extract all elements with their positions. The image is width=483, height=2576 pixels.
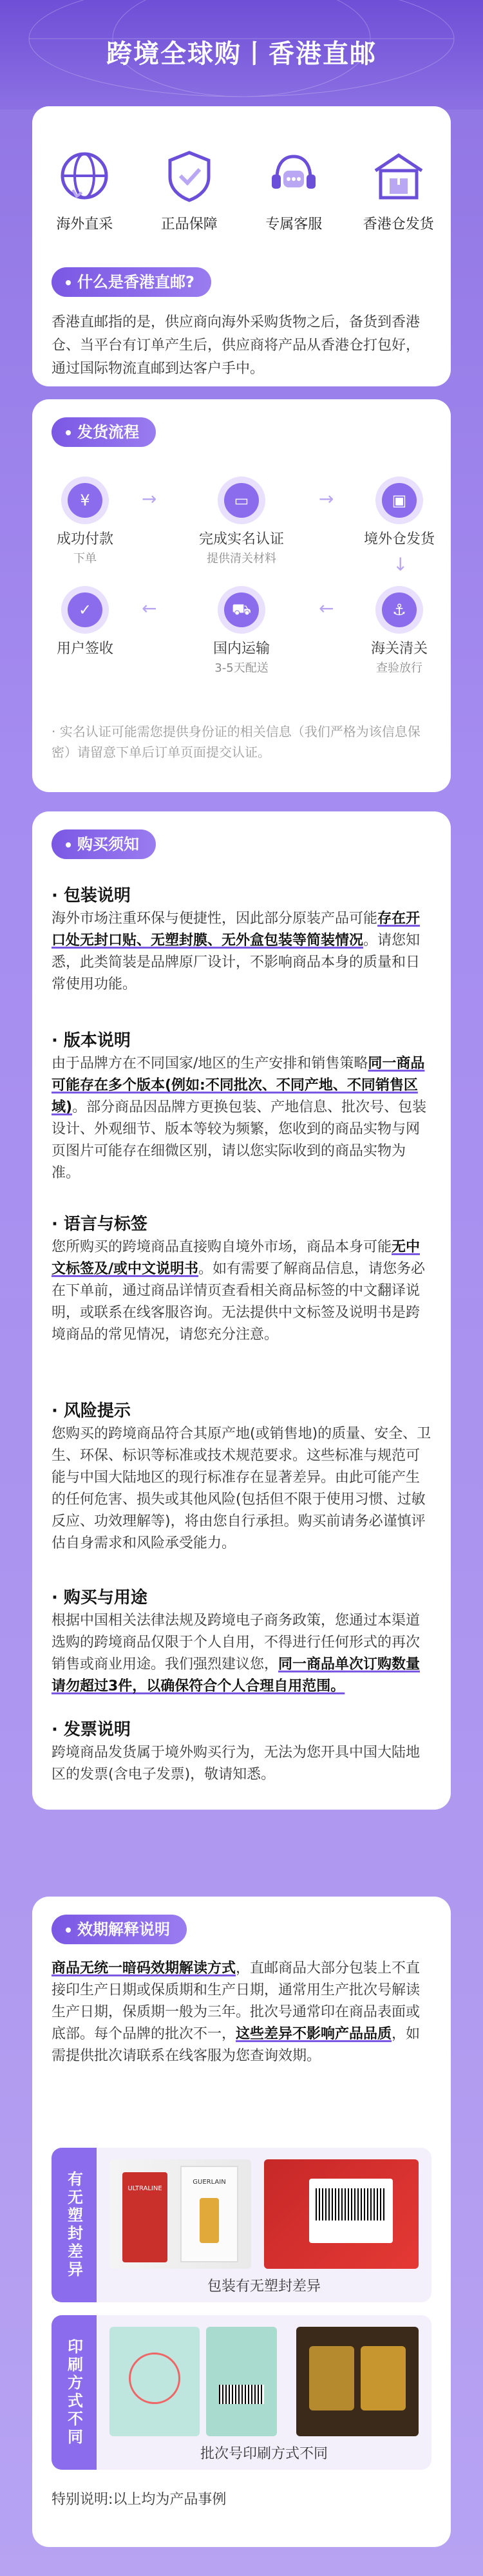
step-customs	[354, 592, 444, 676]
example-side-label: 印刷方式不同	[52, 2315, 97, 2470]
step-verify	[180, 483, 303, 566]
product-photo-box	[264, 2159, 419, 2269]
shield-check-icon	[158, 145, 220, 207]
example-caption: 包装有无塑封差异	[207, 2278, 321, 2295]
notice-title-text: 购买须知	[77, 835, 139, 853]
feature-label: 香港仓发货	[363, 216, 434, 232]
arrow-right-icon: →	[319, 488, 334, 509]
example-shrinkwrap	[52, 2148, 431, 2302]
version-text: 由于品牌方在不同国家/地区的生产安排和销售策略同一商品可能存在多个版本(例如:不同批次、不同产地、不同销售区域)。部分商品因品牌方更换包装、产地信息、批次号、包装设计、外观细节、版本等较为频繁，您收到的商品实物与网页图片可能存在细微区别，请以您实际收到的商品实物为准。	[52, 1056, 427, 1181]
example-caption: 批次号印刷方式不同	[200, 2446, 328, 2462]
version-heading: · 版本说明	[52, 1031, 131, 1050]
arrow-left-icon: ←	[142, 598, 157, 619]
expiry-intro: 商品无统一暗码效期解读方式，直邮商品大部分包装上不直接印生产日期或保质期和生产日期，通常用生产批次号解读生产日期，保质期一般为三年。批次号通常印在商品表面或底部。每个品牌的批次不一，这些差异不影响产品品质，如需提供批次请联系在线客服为您查询效期。	[52, 1960, 421, 2064]
shipping-title-text: 发货流程	[77, 423, 139, 441]
feature-label: 正品保障	[160, 216, 218, 232]
risk-heading: · 风险提示	[52, 1401, 131, 1421]
step-sub: 查验放行	[376, 661, 422, 675]
invoice-text: 跨境商品发货属于境外购买行为，无法为您开具中国大陆地区的发票(含电子发票)，敬请知悉。	[52, 1745, 421, 1783]
box-icon: ▣	[382, 483, 417, 518]
expiry-title-text: 效期解释说明	[77, 1920, 170, 1938]
step-warehouse	[354, 483, 444, 548]
step-sub: 下单	[73, 552, 97, 565]
feature-service	[249, 145, 339, 233]
product-photo-jars	[296, 2327, 419, 2436]
what-is-title-text: 什么是香港直邮?	[77, 273, 194, 291]
warehouse-icon	[368, 145, 430, 207]
feature-genuine	[144, 145, 234, 233]
what-is-title	[52, 267, 211, 297]
feature-overseas	[39, 145, 129, 233]
product-photo-serum	[109, 2159, 251, 2269]
step-sub: 3-5天配送	[214, 661, 269, 675]
arrow-left-icon: ←	[319, 598, 334, 619]
expiry-title	[52, 1915, 187, 1944]
arrow-right-icon: →	[142, 488, 157, 509]
step-payment	[46, 483, 124, 566]
arrow-down-icon: ↓	[393, 554, 408, 575]
usage-heading: · 购买与用途	[52, 1588, 147, 1607]
notice-card	[32, 811, 451, 1810]
example-side-label: 有无塑封差异	[52, 2148, 97, 2302]
product-photo-mint-left	[109, 2327, 200, 2436]
packaging-text: 海外市场注重环保与便捷性，因此部分原装产品可能存在开口处无封口贴、无塑封膜、无外盒包装等简装情况。请您知悉，此类简装是品牌原厂设计，不影响商品本身的质量和日常使用功能。	[52, 911, 421, 992]
check-icon: ✓	[68, 592, 102, 627]
step-title: 海关清关	[370, 641, 428, 657]
page-title: 跨境全球购丨香港直邮	[106, 39, 377, 69]
language-heading: · 语言与标签	[52, 1215, 147, 1234]
packaging-heading: · 包装说明	[52, 886, 131, 905]
product-label-text: GUERLAIN	[193, 2179, 226, 2186]
expiry-footnote: 特别说明:以上均为产品事例	[52, 2492, 227, 2508]
step-sub: 提供清关材料	[207, 552, 276, 565]
feature-label: 专属客服	[265, 216, 323, 232]
example-print	[52, 2315, 431, 2470]
product-label-text: ULTRALINE	[128, 2185, 162, 2192]
shipping-note: · 实名认证可能需您提供身份证的相关信息（我们严格为该信息保密）请留意下单后订单页面提交认证。	[52, 724, 421, 760]
invoice-heading: · 发票说明	[52, 1720, 131, 1739]
language-text: 您所购买的跨境商品直接购自境外市场，商品本身可能无中文标签及/或中文说明书。如有需要了解商品信息，请您务必在下单前，通过商品详情页查看相关商品标签的中文翻译说明，或联系在线客服咨询。无法提供中文标签及说明书是跨境商品的常见情况，请您充分注意。	[52, 1239, 426, 1343]
globe-icon	[53, 145, 115, 207]
step-title: 完成实名认证	[198, 531, 284, 547]
feature-label: 海外直采	[56, 216, 113, 232]
expiry-card	[32, 1897, 451, 2547]
what-is-text: 香港直邮指的是，供应商向海外采购货物之后，备货到香港仓、当平台有订单产生后，供应商将产品从香港仓打包好，通过国际物流直邮到达客户手中。	[52, 314, 421, 377]
step-title: 用户签收	[56, 641, 113, 657]
product-photo-mint-right	[206, 2327, 277, 2436]
shipping-title	[52, 417, 156, 447]
notice-title	[52, 829, 156, 859]
step-title: 国内运输	[213, 641, 270, 657]
usage-text: 根据中国相关法律法规及跨境电子商务政策，您通过本渠道选购的跨境商品仅限于个人自用，不得进行任何形式的再次销售或商业用途。我们强烈建议您，同一商品单次订购数量请勿超过3件，以确保符合个人合理自用范围。	[52, 1613, 421, 1694]
id-card-icon: ▭	[224, 483, 259, 518]
step-title: 境外仓发货	[363, 531, 435, 547]
step-received	[46, 592, 124, 658]
shipping-card	[32, 399, 451, 792]
truck-icon: ⛟	[224, 592, 259, 627]
anchor-icon: ⚓	[382, 592, 417, 627]
payment-icon: ¥	[68, 483, 102, 518]
risk-text: 您购买的跨境商品符合其原产地(或销售地)的质量、安全、卫生、环保、标识等标准或技术规范要求。这些标准与规范可能与中国大陆地区的现行标准存在显著差异。由此可能产生的任何危害、损失或其他风险(包括但不限于使用习惯、过敏反应、功效理解等)，将由您自行承担。购买前请务必谨慎评估自身需求和风险承受能力。	[52, 1426, 431, 1551]
feature-row	[32, 145, 451, 233]
customer-service-icon	[263, 145, 325, 207]
step-title: 成功付款	[56, 531, 113, 547]
feature-warehouse	[354, 145, 444, 233]
step-transport	[193, 592, 290, 676]
intro-card	[32, 106, 451, 386]
